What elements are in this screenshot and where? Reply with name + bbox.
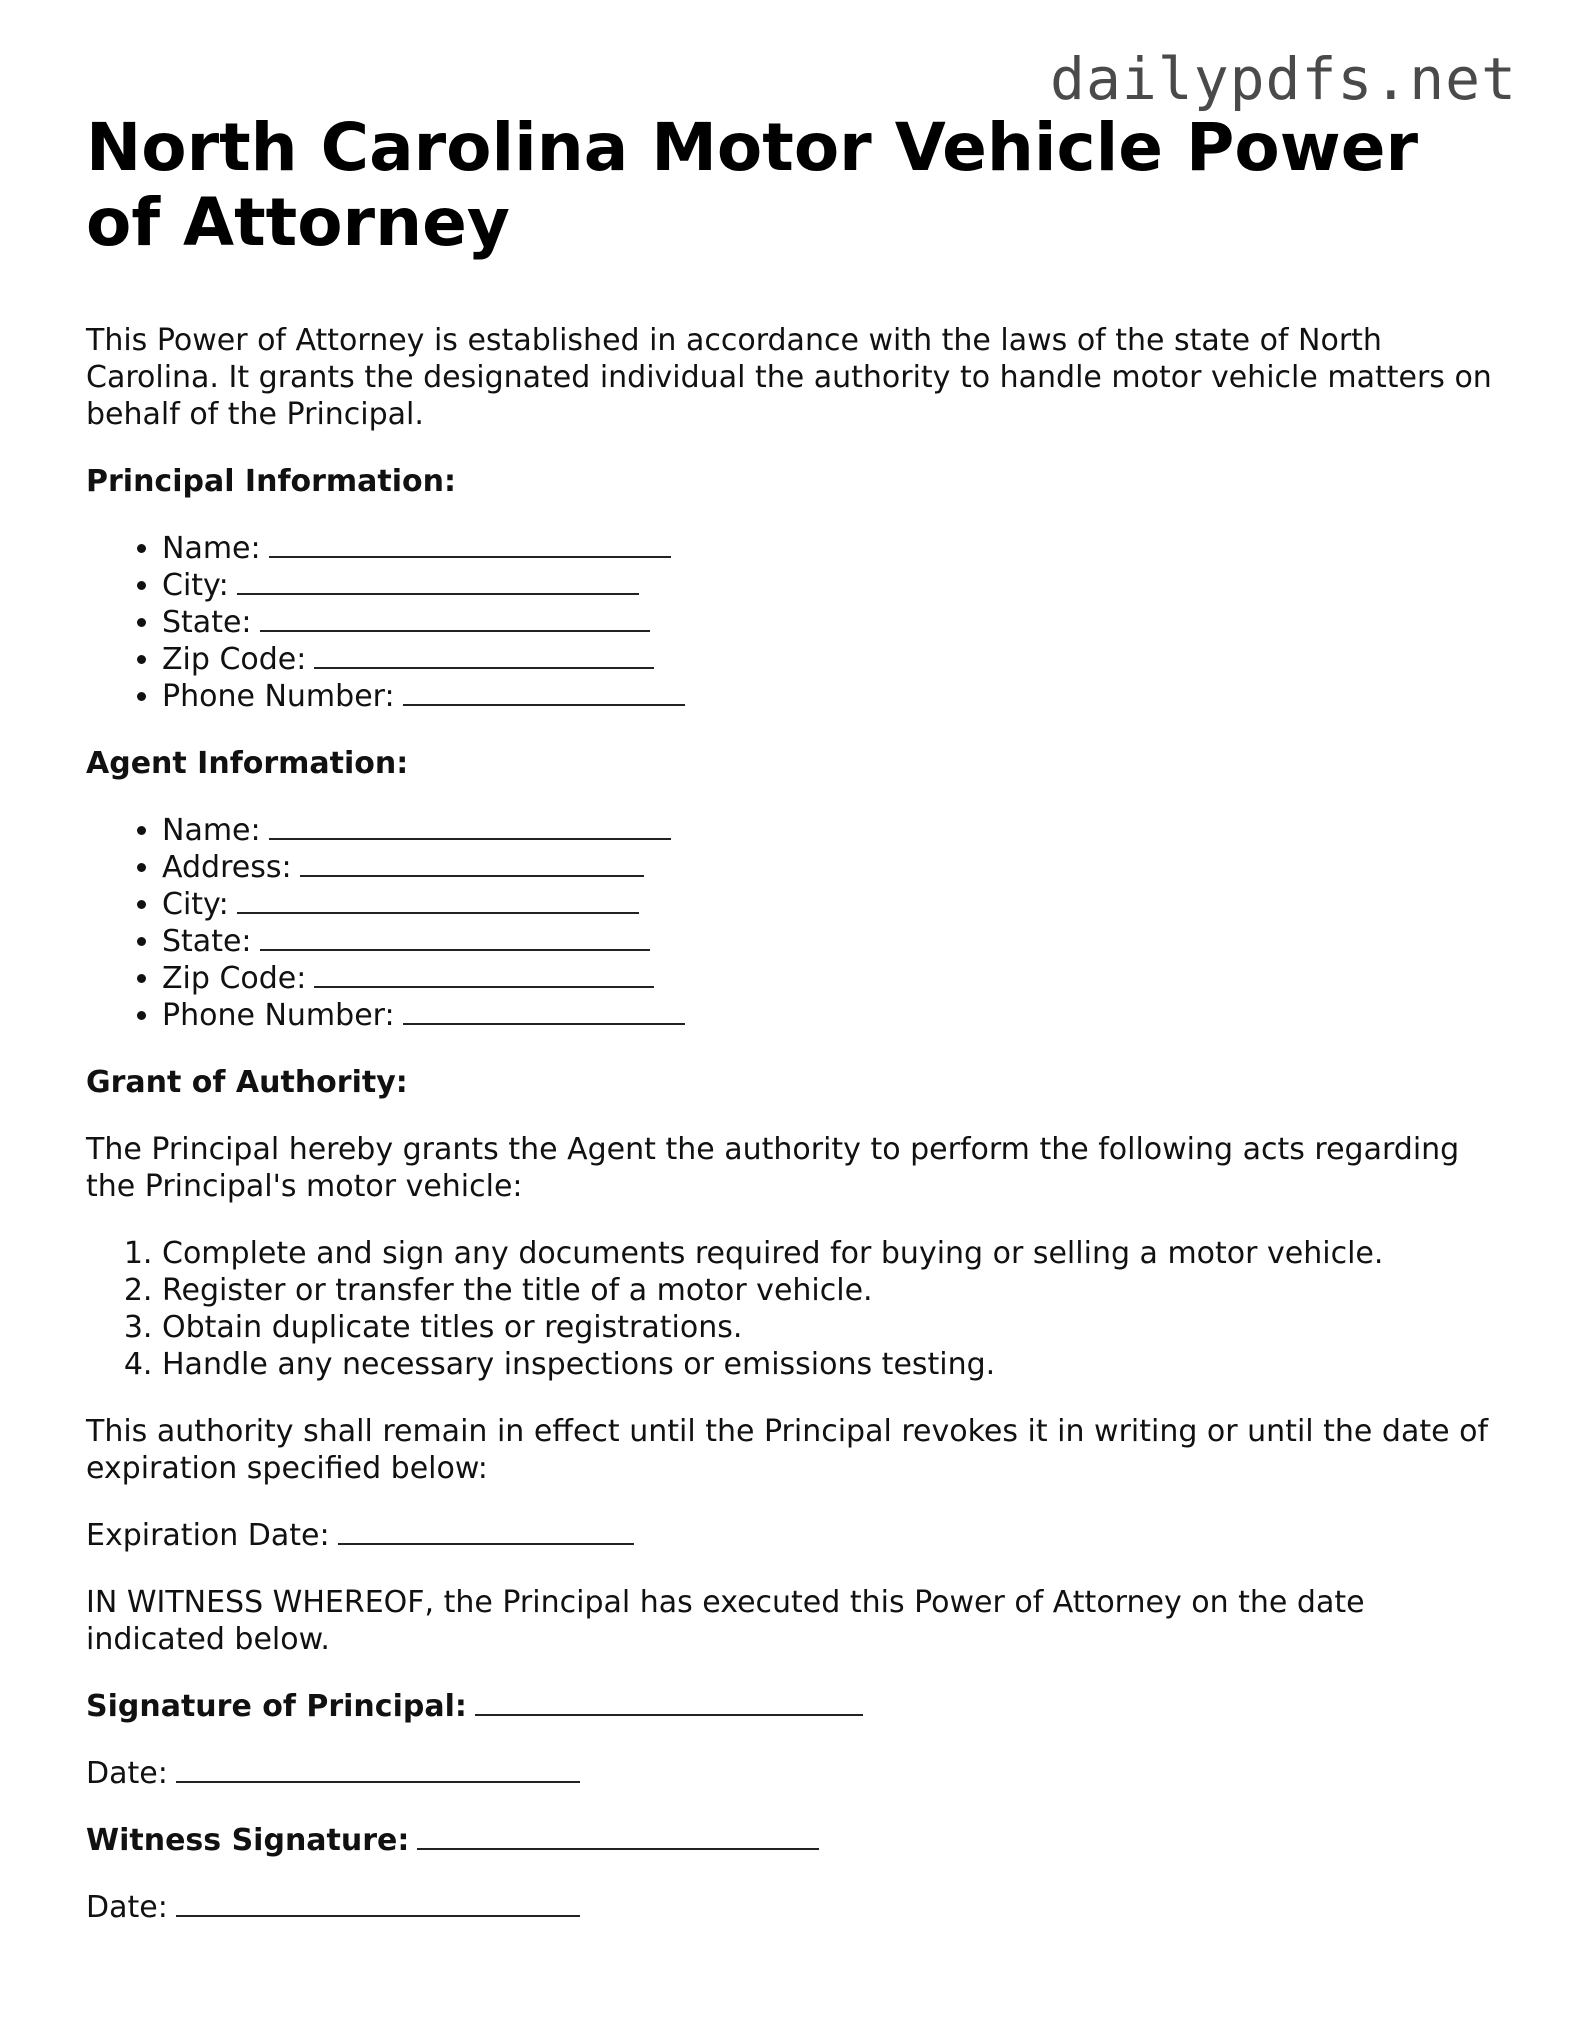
principal-zip-blank[interactable] bbox=[314, 641, 654, 669]
principal-state-field bbox=[162, 604, 1506, 641]
agent-city-field bbox=[162, 886, 1506, 923]
principal-name-field bbox=[162, 530, 1506, 567]
watermark: dailypdfs.net bbox=[1050, 45, 1517, 113]
field-label: Name: bbox=[162, 531, 261, 566]
principal-date-field bbox=[86, 1755, 1506, 1792]
agent-city-blank[interactable] bbox=[237, 886, 639, 914]
field-label: State: bbox=[162, 924, 252, 959]
list-item: 4. Handle any necessary inspections or emissions testing. bbox=[162, 1346, 1506, 1383]
agent-fields-list bbox=[86, 812, 1506, 1034]
principal-fields-list bbox=[86, 530, 1506, 715]
principal-info-heading: Principal Information: bbox=[86, 464, 457, 499]
principal-phone-blank[interactable] bbox=[403, 678, 685, 706]
authority-acts-list bbox=[86, 1235, 1506, 1383]
field-label: City: bbox=[162, 568, 229, 603]
grant-authority-text: The Principal hereby grants the Agent the authority to perform the following acts regarding the Principal's motor vehicle: bbox=[86, 1132, 1460, 1204]
field-label: Date: bbox=[86, 1890, 168, 1925]
witness-date-field bbox=[86, 1889, 1506, 1926]
principal-zip-field bbox=[162, 641, 1506, 678]
agent-state-field bbox=[162, 923, 1506, 960]
document-page bbox=[86, 110, 1506, 1926]
field-label: City: bbox=[162, 887, 229, 922]
field-label: Witness Signature: bbox=[86, 1823, 410, 1858]
witness-signature-field bbox=[86, 1822, 1506, 1859]
principal-signature-blank[interactable] bbox=[475, 1688, 863, 1716]
field-label: Address: bbox=[162, 850, 292, 885]
field-label: State: bbox=[162, 605, 252, 640]
list-item: 3. Obtain duplicate titles or registrations. bbox=[162, 1309, 1506, 1346]
agent-name-blank[interactable] bbox=[269, 812, 671, 840]
field-label: Signature of Principal: bbox=[86, 1689, 467, 1724]
principal-phone-field bbox=[162, 678, 1506, 715]
agent-name-field bbox=[162, 812, 1506, 849]
expiration-date-field bbox=[86, 1517, 1506, 1554]
witness-signature-blank[interactable] bbox=[417, 1822, 819, 1850]
expiration-date-blank[interactable] bbox=[338, 1517, 634, 1545]
agent-address-field bbox=[162, 849, 1506, 886]
field-label: Zip Code: bbox=[162, 961, 307, 996]
list-item: 2. Register or transfer the title of a motor vehicle. bbox=[162, 1272, 1506, 1309]
principal-state-blank[interactable] bbox=[260, 604, 650, 632]
authority-duration-text: This authority shall remain in effect until the Principal revokes it in writing or until the date of expiration specified below: bbox=[86, 1414, 1489, 1486]
agent-zip-field bbox=[162, 960, 1506, 997]
agent-phone-blank[interactable] bbox=[403, 997, 685, 1025]
principal-city-field bbox=[162, 567, 1506, 604]
agent-state-blank[interactable] bbox=[260, 923, 650, 951]
field-label: Phone Number: bbox=[162, 998, 395, 1033]
principal-date-blank[interactable] bbox=[176, 1755, 580, 1783]
witness-whereof-text: IN WITNESS WHEREOF, the Principal has executed this Power of Attorney on the date indicated below. bbox=[86, 1585, 1365, 1657]
witness-date-blank[interactable] bbox=[176, 1889, 580, 1917]
agent-info-heading: Agent Information: bbox=[86, 746, 409, 781]
field-label: Name: bbox=[162, 813, 261, 848]
grant-authority-heading: Grant of Authority: bbox=[86, 1065, 408, 1100]
field-label: Zip Code: bbox=[162, 642, 307, 677]
principal-signature-field bbox=[86, 1688, 1506, 1725]
principal-name-blank[interactable] bbox=[269, 530, 671, 558]
agent-address-blank[interactable] bbox=[300, 849, 644, 877]
document-title: North Carolina Motor Vehicle Power of Attorney bbox=[86, 109, 1419, 261]
principal-city-blank[interactable] bbox=[237, 567, 639, 595]
field-label: Expiration Date: bbox=[86, 1518, 330, 1553]
list-item: 1. Complete and sign any documents required for buying or selling a motor vehicle. bbox=[162, 1235, 1506, 1272]
agent-zip-blank[interactable] bbox=[314, 960, 654, 988]
field-label: Phone Number: bbox=[162, 679, 395, 714]
intro-paragraph: This Power of Attorney is established in accordance with the laws of the state of North Carolina. It grants the designated individual the authority to handle motor vehicle matters on behalf of the Principal. bbox=[86, 323, 1492, 432]
field-label: Date: bbox=[86, 1756, 168, 1791]
agent-phone-field bbox=[162, 997, 1506, 1034]
